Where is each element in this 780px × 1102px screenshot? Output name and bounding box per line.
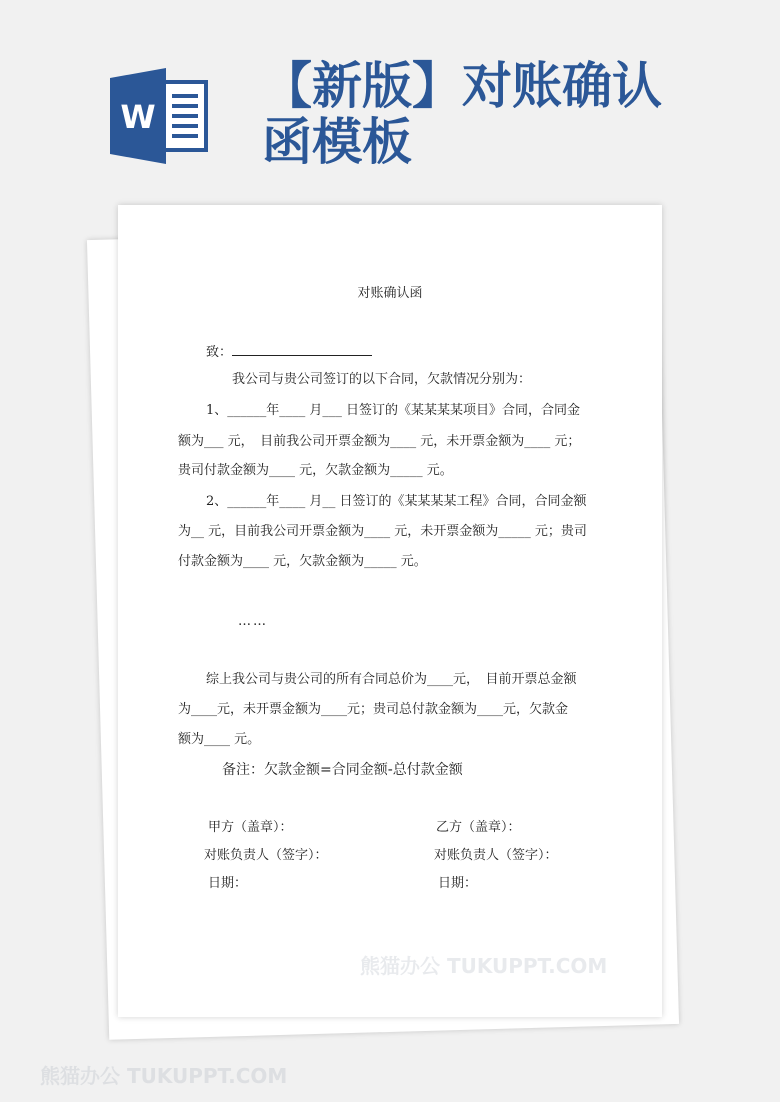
document-title: 对账确认函 — [357, 286, 423, 301]
party-b-signer: 对账负责人（签字）： — [434, 848, 558, 863]
party-a-seal: 甲方（盖章）： — [208, 820, 293, 835]
watermark: 熊猫办公 TUKUPPT.COM — [360, 954, 608, 978]
to-blank — [232, 343, 372, 356]
watermark: 熊猫办公 TUKUPPT.COM — [40, 1064, 288, 1088]
summary-line1: 综上我公司与贵公司的所有合同总价为____元， 目前开票总金额 — [206, 672, 577, 687]
intro-text: 我公司与贵公司签订的以下合同，欠款情况分别为： — [232, 372, 532, 387]
party-b-seal: 乙方（盖章）： — [436, 820, 521, 835]
party-a-signer: 对账负责人（签字）： — [204, 848, 328, 863]
word-icon — [110, 68, 208, 164]
party-a-date: 日期： — [208, 876, 248, 891]
note: 备注：欠款金额=合同金额-总付款金额 — [222, 762, 463, 778]
party-b-date: 日期： — [438, 876, 478, 891]
summary-line3: 额为____ 元。 — [178, 732, 261, 747]
item1-line2: 额为___ 元， 目前我公司开票金额为____ 元，未开票金额为____ 元； — [178, 434, 581, 449]
svg-text:W: W — [120, 98, 156, 136]
ellipsis: …… — [238, 614, 268, 629]
item2-line2: 为__ 元，目前我公司开票金额为____ 元，未开票金额为_____ 元；贵司 — [178, 524, 587, 539]
page-title: 【新版】对账确认函模板 — [262, 56, 662, 171]
item1-line3: 贵司付款金额为____ 元，欠款金额为_____ 元。 — [178, 463, 453, 478]
item1-line1: 1、______年____ 月___ 日签订的《某某某某项目》合同，合同金 — [206, 403, 581, 418]
to-line — [206, 343, 372, 362]
summary-line2: 为____元，未开票金额为____元；贵司总付款金额为____元，欠款金 — [178, 702, 569, 717]
to-label: 致： — [206, 345, 233, 360]
item2-line1: 2、______年____ 月__ 日签订的《某某某某工程》合同，合同金额 — [206, 494, 587, 509]
item2-line3: 付款金额为____ 元，欠款金额为_____ 元。 — [178, 554, 427, 569]
document-page — [118, 205, 662, 1017]
